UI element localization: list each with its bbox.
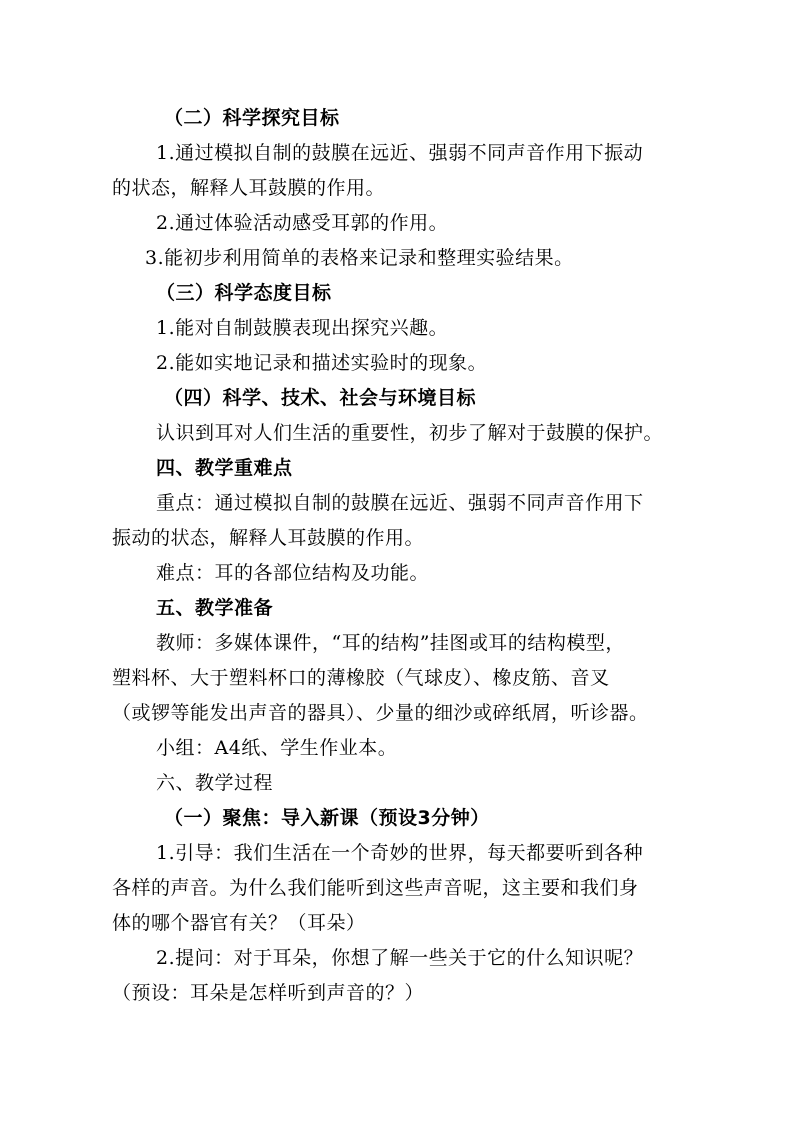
- paragraph-line: 2.能如实地记录和描述实验时的现象。: [156, 352, 488, 374]
- paragraph-line: 认识到耳对人们生活的重要性，初步了解对于鼓膜的保护。: [156, 422, 664, 444]
- heading-teaching-preparation: 五、教学准备: [156, 597, 274, 619]
- paragraph-line: 小组：A4纸、学生作业本。: [156, 737, 398, 759]
- paragraph-line: （预设：耳朵是怎样听到声音的？）: [112, 982, 425, 1004]
- paragraph-line: 重点：通过模拟自制的鼓膜在远近、强弱不同声音作用下: [156, 492, 644, 514]
- paragraph-line: 1.引导：我们生活在一个奇妙的世界，每天都要听到各种: [156, 842, 644, 864]
- paragraph-line: 塑料杯、大于塑料杯口的薄橡胶（气球皮）、橡皮筋、音叉: [112, 667, 610, 689]
- paragraph-line: 1.通过模拟自制的鼓膜在远近、强弱不同声音作用下振动: [156, 142, 644, 164]
- paragraph-line: 振动的状态，解释人耳鼓膜的作用。: [112, 527, 425, 549]
- paragraph-line: 1.能对自制鼓膜表现出探究兴趣。: [156, 317, 449, 339]
- heading-key-difficult-points: 四、教学重难点: [156, 457, 293, 479]
- paragraph-line: 2.提问：对于耳朵，你想了解一些关于它的什么知识呢？: [156, 947, 644, 969]
- heading-teaching-process: 六、教学过程: [156, 772, 274, 794]
- heading-science-attitude-goals: （三）科学态度目标: [156, 282, 332, 304]
- paragraph-line: 教师：多媒体课件，“耳的结构”挂图或耳的结构模型，: [156, 632, 625, 654]
- paragraph-line: 的状态，解释人耳鼓膜的作用。: [112, 177, 386, 199]
- heading-stse-goals: （四）科学、技术、社会与环境目标: [164, 387, 477, 409]
- paragraph-line: （或锣等能发出声音的器具）、少量的细沙或碎纸屑，听诊器。: [112, 702, 649, 724]
- paragraph-line: 3.能初步利用简单的表格来记录和整理实验结果。: [145, 247, 574, 269]
- paragraph-line: 难点：耳的各部位结构及功能。: [156, 562, 430, 584]
- paragraph-line: 各样的声音。为什么我们能听到这些声音呢，这主要和我们身: [112, 877, 639, 899]
- paragraph-line: 2.通过体验活动感受耳郭的作用。: [156, 212, 449, 234]
- heading-science-inquiry-goals: （二）科学探究目标: [164, 107, 340, 129]
- paragraph-line: 体的哪个器官有关？（耳朵）: [112, 912, 366, 934]
- heading-focus-intro: （一）聚焦：导入新课（预设3分钟）: [164, 807, 490, 829]
